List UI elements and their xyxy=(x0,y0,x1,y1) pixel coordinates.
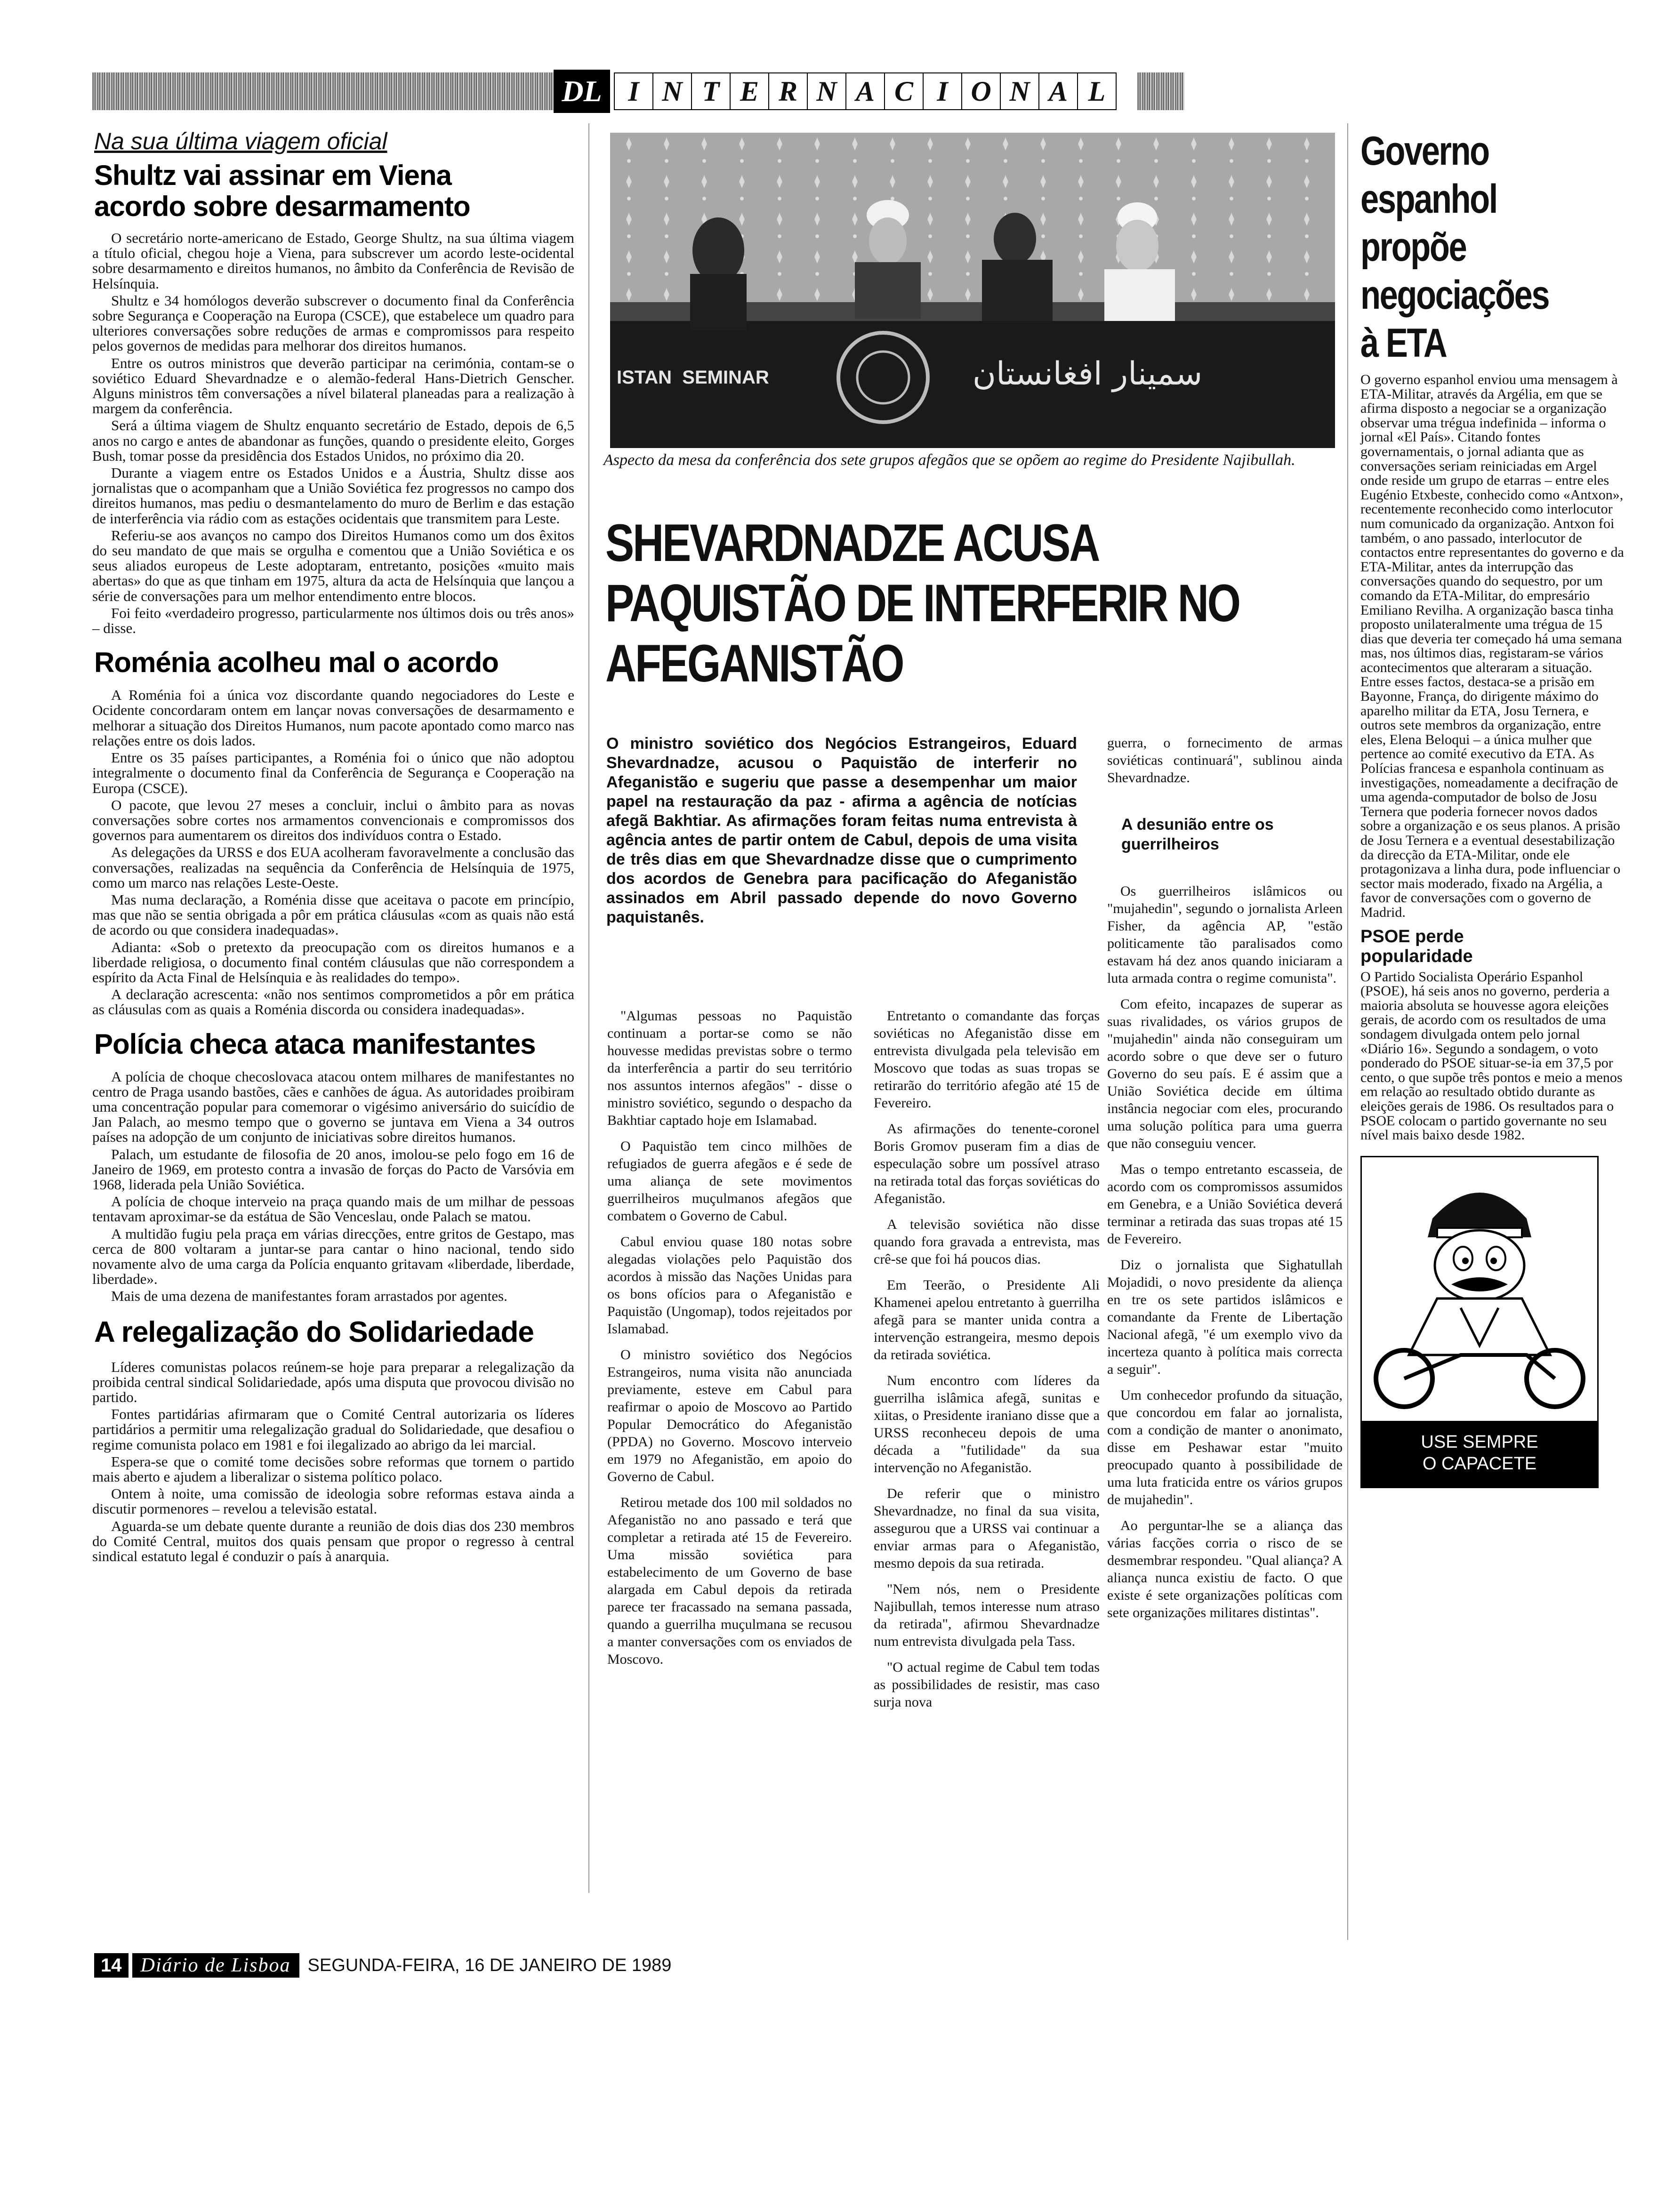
masthead-texture-right xyxy=(1137,72,1184,110)
article-body-policia xyxy=(92,1069,574,1304)
body-column-3 xyxy=(1107,734,1343,1630)
article-title-eta: Governo espanhol propõe negociações à ETA xyxy=(1360,128,1549,366)
body-column-1 xyxy=(607,1007,852,1676)
article-title-shultz: Shultz vai assinar em Viena acordo sobre desarmamento xyxy=(94,160,470,222)
paragraph: Mas o tempo entretanto escasseia, de acordo com os compromissos assumidos em Genebra, e a União Soviética deverá terminar a retirada das suas tropas até 15 de Fevereiro. xyxy=(1107,1162,1343,1247)
svg-text:ﺳﻤﻴﻨﺎﺭ ﺍﻓﻐﺎﻧﺴﺘﺎﻥ: ﺳﻤﻴﻨﺎﺭ ﺍﻓﻐﺎﻧﺴﺘﺎﻥ xyxy=(973,355,1203,393)
paragraph: Durante a viagem entre os Estados Unidos e a Áustria, Shultz disse aos jornalistas que o acompanham que a União Soviética fez progressos no campo dos direitos humanos, mas pediu o desmantelamento do muro de Berlim e das estação de interferência via rádio com as estações ocidentais que transmitem para Leste. xyxy=(92,465,574,527)
paragraph: Foi feito «verdadeiro progresso, particularmente nos últimos dois ou três anos» – disse. xyxy=(92,604,574,637)
paragraph: Ontem à noite, uma comissão de ideologia sobre reformas estava ainda a discutir pormenores – revelou a televisão estatal. xyxy=(92,1485,574,1517)
conference-photo xyxy=(610,133,1335,448)
paragraph: A polícia de choque interveio na praça quando mais de um milhar de pessoas tentavam aproximar-se da estátua de São Venceslau, onde Palach se matou. xyxy=(92,1193,574,1225)
section-title xyxy=(615,72,1117,110)
paragraph: Aguarda-se um debate quente durante a reunião de dois dias dos 230 membros do Comité Central, muitos dos quais pensam que propor o regresso à central sindical estatuto legal é conduzir o país à anarquia. xyxy=(92,1517,574,1565)
section-title-letter: N xyxy=(652,72,692,110)
paragraph: Espera-se que o comité tome decisões sobre reformas que tornem o partido mais aberto e ajudem a liberalizar o sistema político polaco. xyxy=(92,1453,574,1485)
ad-line-2: O CAPACETE xyxy=(1422,1453,1537,1474)
paragraph: Os guerrilheiros islâmicos ou "mujahedin", segundo o jornalista Arleen Fisher, da agência AP, "estão politicamente tão paralisados como estavam há dez anos quando iniciaram a luta armada contra o regime comunista". xyxy=(1107,883,1343,986)
page-number: 14 xyxy=(94,1953,129,1978)
article-body-shultz xyxy=(92,231,574,636)
masthead-logo: DL xyxy=(554,70,610,113)
paragraph: Diz o jornalista que Sighatullah Mojadidi, o novo presidente da aliença en tre os sete partidos islâmicos e comandante da Frente de Libertação Nacional afegã, "é um exemplo vivo da incerteza quanto à política mais correcta a seguir". xyxy=(1107,1257,1343,1377)
paragraph: "Algumas pessoas no Paquistão continuam a portar-se como se não houvesse medidas previstas sobre o termo da interferência a partir do seu território nos assuntos internos afegãos" - disse o ministro soviético, segundo o despacho da Bakhtiar captado hoje em Islamabad. xyxy=(607,1008,852,1128)
paragraph: A televisão soviética não disse quando fora gravada a entrevista, mas crê-se que foi há poucos dias. xyxy=(874,1217,1100,1267)
article-title-policia: Polícia checa ataca manifestantes xyxy=(94,1028,536,1060)
paragraph: As delegações da URSS e dos EUA acolheram favoravelmente a conclusão das conversações, realizadas na sequência da Conferência de Helsínquia de 1975, como um marco nas relações Leste-Oeste. xyxy=(92,844,574,891)
paragraph: Shultz e 34 homólogos deverão subscrever o documento final da Conferência sobre Segurança e Cooperação na Europa (CSCE), que estabelece um quadro para ulteriores conversações sobre reduções de armas e compromissos para respeito pelos governos de medidas para melhorar dos direitos humanos. xyxy=(92,292,574,354)
issue-date: SEGUNDA-FEIRA, 16 DE JANEIRO DE 1989 xyxy=(307,1956,672,1975)
paragraph: Fontes partidárias afirmaram que o Comité Central autorizaria os líderes partidários a permitir uma relegalização gradual do Solidariedade, que desafiou o regime comunista polaco em 1981 e foi ilegalizado ao abrigo da lei marcial. xyxy=(92,1406,574,1453)
paragraph: Referiu-se aos avanços no campo dos Direitos Humanos como um dos êxitos do seu mandato de que mais se orgulha e comentou que a União Soviética e os seus aliados europeus de Leste adoptaram, entretanto, posições «muito mais abertas» do que as que tinham em 1975, altura da acta de Helsínquia que lançou a série de conversações para um melhor entendimento entre blocos. xyxy=(92,527,574,604)
paragraph: Um conhecedor profundo da situação, que concordou em falar ao jornalista, com a condição de manter o anonimato, disse em Peshawar estar "muito preocupado quanto à possibilidade de uma luta fraticida entre os vários grupos de mujahedin". xyxy=(1107,1387,1343,1507)
paragraph: A declaração acrescenta: «não nos sentimos comprometidos a pôr em prática as cláusulas com as quais a Roménia discorda ou considera inadequadas». xyxy=(92,986,574,1018)
paragraph: O ministro soviético dos Negócios Estrangeiros, numa visita não anunciada previamente, esteve em Cabul para reafirmar o apoio de Moscovo ao Partido Popular Democrático do Afeganistão (PPDA) no Governo. Moscovo interveio em 1979 no Afeganistão, em apoio do Governo de Cabul. xyxy=(607,1347,852,1484)
ad-banner xyxy=(1362,1421,1597,1487)
newspaper-name: Diário de Lisboa xyxy=(132,1953,299,1978)
paragraph: Entre os outros ministros que deverão participar na cerimónia, contam-se o soviético Eduard Shevardnadze e o alemão-federal Hans-Dietrich Genscher. Alguns ministros têm conversações a nível bilateral planeadas para a realização à margem da conferência. xyxy=(92,354,574,417)
photo xyxy=(610,133,1335,448)
right-column xyxy=(1360,127,1624,1488)
paragraph: Em Teerão, o Presidente Ali Khamenei apelou entretanto à guerrilha afegã para se manter unida contra a intervenção estrangeira, mesmo depois da retirada soviética. xyxy=(874,1277,1100,1362)
article-body-romenia xyxy=(92,688,574,1017)
paragraph: Num encontro com líderes da guerrilha islâmica afegã, sunitas e xiitas, o Presidente iraniano disse que a URSS reconheceu depois de uma década a "futilidade" da sua intervenção no Afeganistão. xyxy=(874,1373,1100,1475)
paragraph: Adianta: «Sob o pretexto da preocupação com os direitos humanos e a liberdade religiosa, o documento final contém cláusulas que não correspondem a espírito da Acta Final de Helsínquia e às realidades do tempo». xyxy=(92,938,574,986)
section-title-letter: E xyxy=(730,72,769,110)
subhead: A desunião entre os guerrilheiros xyxy=(1121,816,1274,853)
paragraph: Com efeito, incapazes de superar as suas rivalidades, os vários grupos de "mujahedin" ainda não conseguiram um acordo sobre o que deve ser o futuro Governo do seu país. E é assim que a União Soviética decide em última instância negociar com eles, procurando uma solução política para uma guerra que não conseguiu vencer. xyxy=(1107,996,1343,1151)
paragraph: "O actual regime de Cabul tem todas as possibilidades de resistir, mas caso surja nova xyxy=(874,1659,1100,1710)
paragraph: Entretanto o comandante das forças soviéticas no Afeganistão disse em entrevista divulgada pela televisão em Moscovo que todas as suas tropas se retirarão do território afegão até 15 de Fevereiro. xyxy=(874,1008,1100,1111)
col3-top-paragraph: guerra, o fornecimento de armas soviéticas continuará", sublinou ainda Shevardnadze. xyxy=(1107,735,1343,785)
paragraph: De referir que o ministro Shevardnadze, no final da sua visita, assegurou que a URSS vai continuar a enviar armas para o Afeganistão, mesmo depois da sua retirada. xyxy=(874,1486,1100,1571)
kicker: Na sua última viagem oficial xyxy=(94,128,387,154)
paragraph: Mais de uma dezena de manifestantes foram arrastados por agentes. xyxy=(111,1288,507,1305)
section-title-letter: O xyxy=(961,72,1001,110)
masthead-texture xyxy=(92,72,554,110)
paragraph: Entre os 35 países participantes, a Roménia foi o único que não adoptou integralmente o documento final da Conferência de Segurança e Cooperação na Europa (CSCE). xyxy=(92,749,574,796)
paragraph: Retirou metade dos 100 mil soldados no Afeganistão no ano passado e terá que completar a retirada até 15 de Fevereiro. Uma missão soviética para estabelecimento de um Governo de base alargada em Cabul depois da retirada parece ter fracassado na semana passada, quando a guerrilha muçulmana se recusou a manter conversações com os enviados de Moscovo. xyxy=(607,1495,852,1667)
ad-helmet xyxy=(1360,1156,1599,1488)
article-body-solidariedade xyxy=(92,1360,574,1564)
section-title-letter: T xyxy=(691,72,731,110)
article-title-romenia: Roménia acolheu mal o acordo xyxy=(94,647,499,679)
footer xyxy=(94,1952,671,1979)
section-title-letter: A xyxy=(845,72,885,110)
column-rule xyxy=(1347,123,1348,1940)
paragraph: Cabul enviou quase 180 notas sobre alegadas violações pelo Paquistão dos acordos à missão das Nações Unidas para os bons ofícios para o Afeganistão e Paquistão (Ungomap), todos rejeitados por Islamabad. xyxy=(607,1234,852,1337)
paragraph: As afirmações do tenente-coronel Boris Gromov puseram fim a dias de especulação sobre um possível atraso na retirada total das forças soviéticas do Afeganistão. xyxy=(874,1121,1100,1206)
paragraph: A polícia de choque checoslovaca atacou ontem milhares de manifestantes no centro de Praga usando bastões, cães e canhões de água. As autoridades proibiram uma concentração popular para comemorar o vigésimo aniversário do suicídio de Jan Palach, ao mesmo tempo que o governo se juntava em Viena a 34 outros países na adopção de um conjunto de iniciativas sobre direitos humanos. xyxy=(92,1068,574,1146)
photo-caption: Aspecto da mesa da conferência dos sete grupos afegãos que se opõem ao regime do Presidente Najibullah. xyxy=(603,451,1295,469)
paragraph: "Nem nós, nem o Presidente Najibullah, temos interesse num atraso da retirada", afirmou Shevardnadze num entrevista divulgada pela Tass. xyxy=(874,1581,1100,1649)
biker-cartoon-image xyxy=(1362,1157,1597,1421)
paragraph: A multidão fugiu pela praça em várias direcções, entre gritos de Gestapo, mas cerca de 800 voltaram a juntar-se para cantar o hino nacional, tendo sido novamente alvo de uma carga da Polícia enquanto gritavam «liberdade, liberdade, liberdade». xyxy=(92,1225,574,1288)
main-headline: SHEVARDNADZE ACUSA PAQUISTÃO DE INTERFERIR NO AFEGANISTÃO xyxy=(605,513,1239,693)
paragraph: Será a última viagem de Shultz enquanto secretário de Estado, depois de 6,5 anos no cargo e antes de abandonar as funções, quando o presidente eleito, Gorges Bush, tomar posse da presidência dos Estados Unidos, no próximo dia 20. xyxy=(92,417,574,464)
body-column-2 xyxy=(874,1007,1100,1719)
section-title-letter: R xyxy=(768,72,808,110)
paragraph: O secretário norte-americano de Estado, George Shultz, na sua última viagem a título oficial, chegou hoje a Viena, para subscrever um acordo leste-ocidental sobre desarmamento e direitos humanos, no âmbito da Conferência de Revisão de Helsínquia. xyxy=(92,230,574,292)
section-title-letter: N xyxy=(1000,72,1039,110)
subtitle-psoe: PSOE perde popularidade xyxy=(1360,926,1473,966)
paragraph: Ao perguntar-lhe se a aliança das várias facções corria o risco de se desmembrar respondeu. "Qual aliança? A aliança nunca existiu de facto. O que existe é sete organizações políticas com sete organizações militares distintas". xyxy=(1107,1518,1343,1620)
section-title-letter: I xyxy=(923,72,962,110)
left-column xyxy=(92,127,574,1566)
article-title-solidariedade: A relegalização do Solidariedade xyxy=(94,1315,534,1348)
section-title-letter: L xyxy=(1077,72,1117,110)
section-title-letter: A xyxy=(1038,72,1078,110)
article-body-eta: O governo espanhol enviou uma mensagem à ETA-Militar, através da Argélia, em que se afirma disposto a negociar se a organização observar uma trégua indefinida – informa o jornal «El País». Citando fontes governamentais, o jornal adianta que as conversações seriam reiniciadas em Argel onde reside um grupo de etarras – entre eles Eugénio Etxbeste, conhecido como «Antxon», recentemente reconhecido como interlocutor num comunicado da organização. Antxon foi também, o ano passado, interlocutor de contactos entre representantes do governo e da ETA-Militar, antes da interrupção das conversações quando do sequestro, por um comando da ETA-Militar, do empresário Emiliano Revilha. A organização basca tinha proposto unilateralmente uma trégua de 15 dias que deveria ter começado há uma semana mas, nos últimos dias, registaram-se vários acontecimentos que alteraram a situação. Entre esses factos, destaca-se a prisão em Bayonne, França, do dirigente máximo do aparelho militar da ETA, Josu Ternera, e outros sete membros da organização, entre eles, Elena Beloqui – a única mulher que pertence ao comité executivo da ETA. As Polícias francesa e espanhola continuam as investigações, nomeadamente a decifração de uma agenda-computador de bolso de Josu Ternera que poderia fornecer novos dados sobre a organização e os seus planos. A prisão de Josu Ternera e a eventual desestabilização da direcção da ETA-Militar, onde ele protagonizava a linha dura, pode influenciar o sector mais moderado, fixado na Argélia, a favor de conversações com o governo de Madrid. xyxy=(1360,372,1624,920)
section-title-letter: C xyxy=(884,72,924,110)
paragraph: Mas numa declaração, a Roménia disse que aceitava o pacote em princípio, mas que não se sentia obrigada a pôr em prática cláusulas «com as quais não está de acordo ou que considera inadequadas». xyxy=(92,891,574,938)
paragraph: Palach, um estudante de filosofia de 20 anos, imolou-se pelo fogo em 16 de Janeiro de 1969, em protesto contra a invasão de forças do Pacto de Varsóvia em 1968, liderada pela União Soviética. xyxy=(92,1146,574,1193)
photo-banner-text: ISTAN SEMINAR xyxy=(617,367,769,388)
section-title-letter: N xyxy=(807,72,846,110)
paragraph: A Roménia foi a única voz discordante quando negociadores do Leste e Ocidente concordaram ontem em lançar novas conversações de desarmamento e melhorar a situação dos Direitos Humanos, num pacote apontado como marco nas relações entre os dois lados. xyxy=(92,687,574,749)
section-title-letter: I xyxy=(614,72,653,110)
paragraph: O pacote, que levou 27 meses a concluir, inclui o âmbito para as novas conversações sobre cortes nos armamentos convencionais e compromissos dos governos para aumentarem os direitos dos indivíduos contra o Estado. xyxy=(92,796,574,844)
paragraph: Líderes comunistas polacos reúnem-se hoje para preparar a relegalização da proibida central sindical Solidariedade, após uma disputa que provocou divisão no partido. xyxy=(92,1358,574,1405)
section-masthead xyxy=(92,68,1184,115)
lead-paragraph: O ministro soviético dos Negócios Estrangeiros, Eduard Shevardnadze, acusou o Paquistão de interferir no Afeganistão e sugeriu que passe a desempenhar um maior papel na restauração da paz - afirma a agência de notícias afegã Bakhtiar. As afirmações foram feitas numa entrevista à agência antes de partir ontem de Cabul, depois de uma visita de três dias em que Shevardnadze disse que o cumprimento dos acordos de Genebra para pacificação do Afeganistão assinados em Abril passado depende do novo Governo paquistanês. xyxy=(606,735,1077,926)
article-body-psoe: O Partido Socialista Operário Espanhol (PSOE), há seis anos no governo, perderia a maioria absoluta se houvesse agora eleições gerais, de acordo com os resultados de uma sondagem divulgada ontem pelo jornal «Diário 16». Segundo a sondagem, o voto ponderado do PSOE situar-se-ia em 37,5 por cento, o que supõe três pontos e meio a menos em relação ao resultado obtido durante as eleições gerais de 1986. Os resultados para o PSOE colocam o partido governante no seu nível mais baixo desde 1982. xyxy=(1360,969,1623,1143)
paragraph: O Paquistão tem cinco milhões de refugiados de guerra afegãos e é sede de uma aliança de sete movimentos guerrilheiros muçulmanos afegãos que combatem o Governo de Cabul. xyxy=(607,1138,852,1224)
ad-line-1: USE SEMPRE xyxy=(1421,1432,1538,1452)
column-rule xyxy=(588,123,589,1893)
